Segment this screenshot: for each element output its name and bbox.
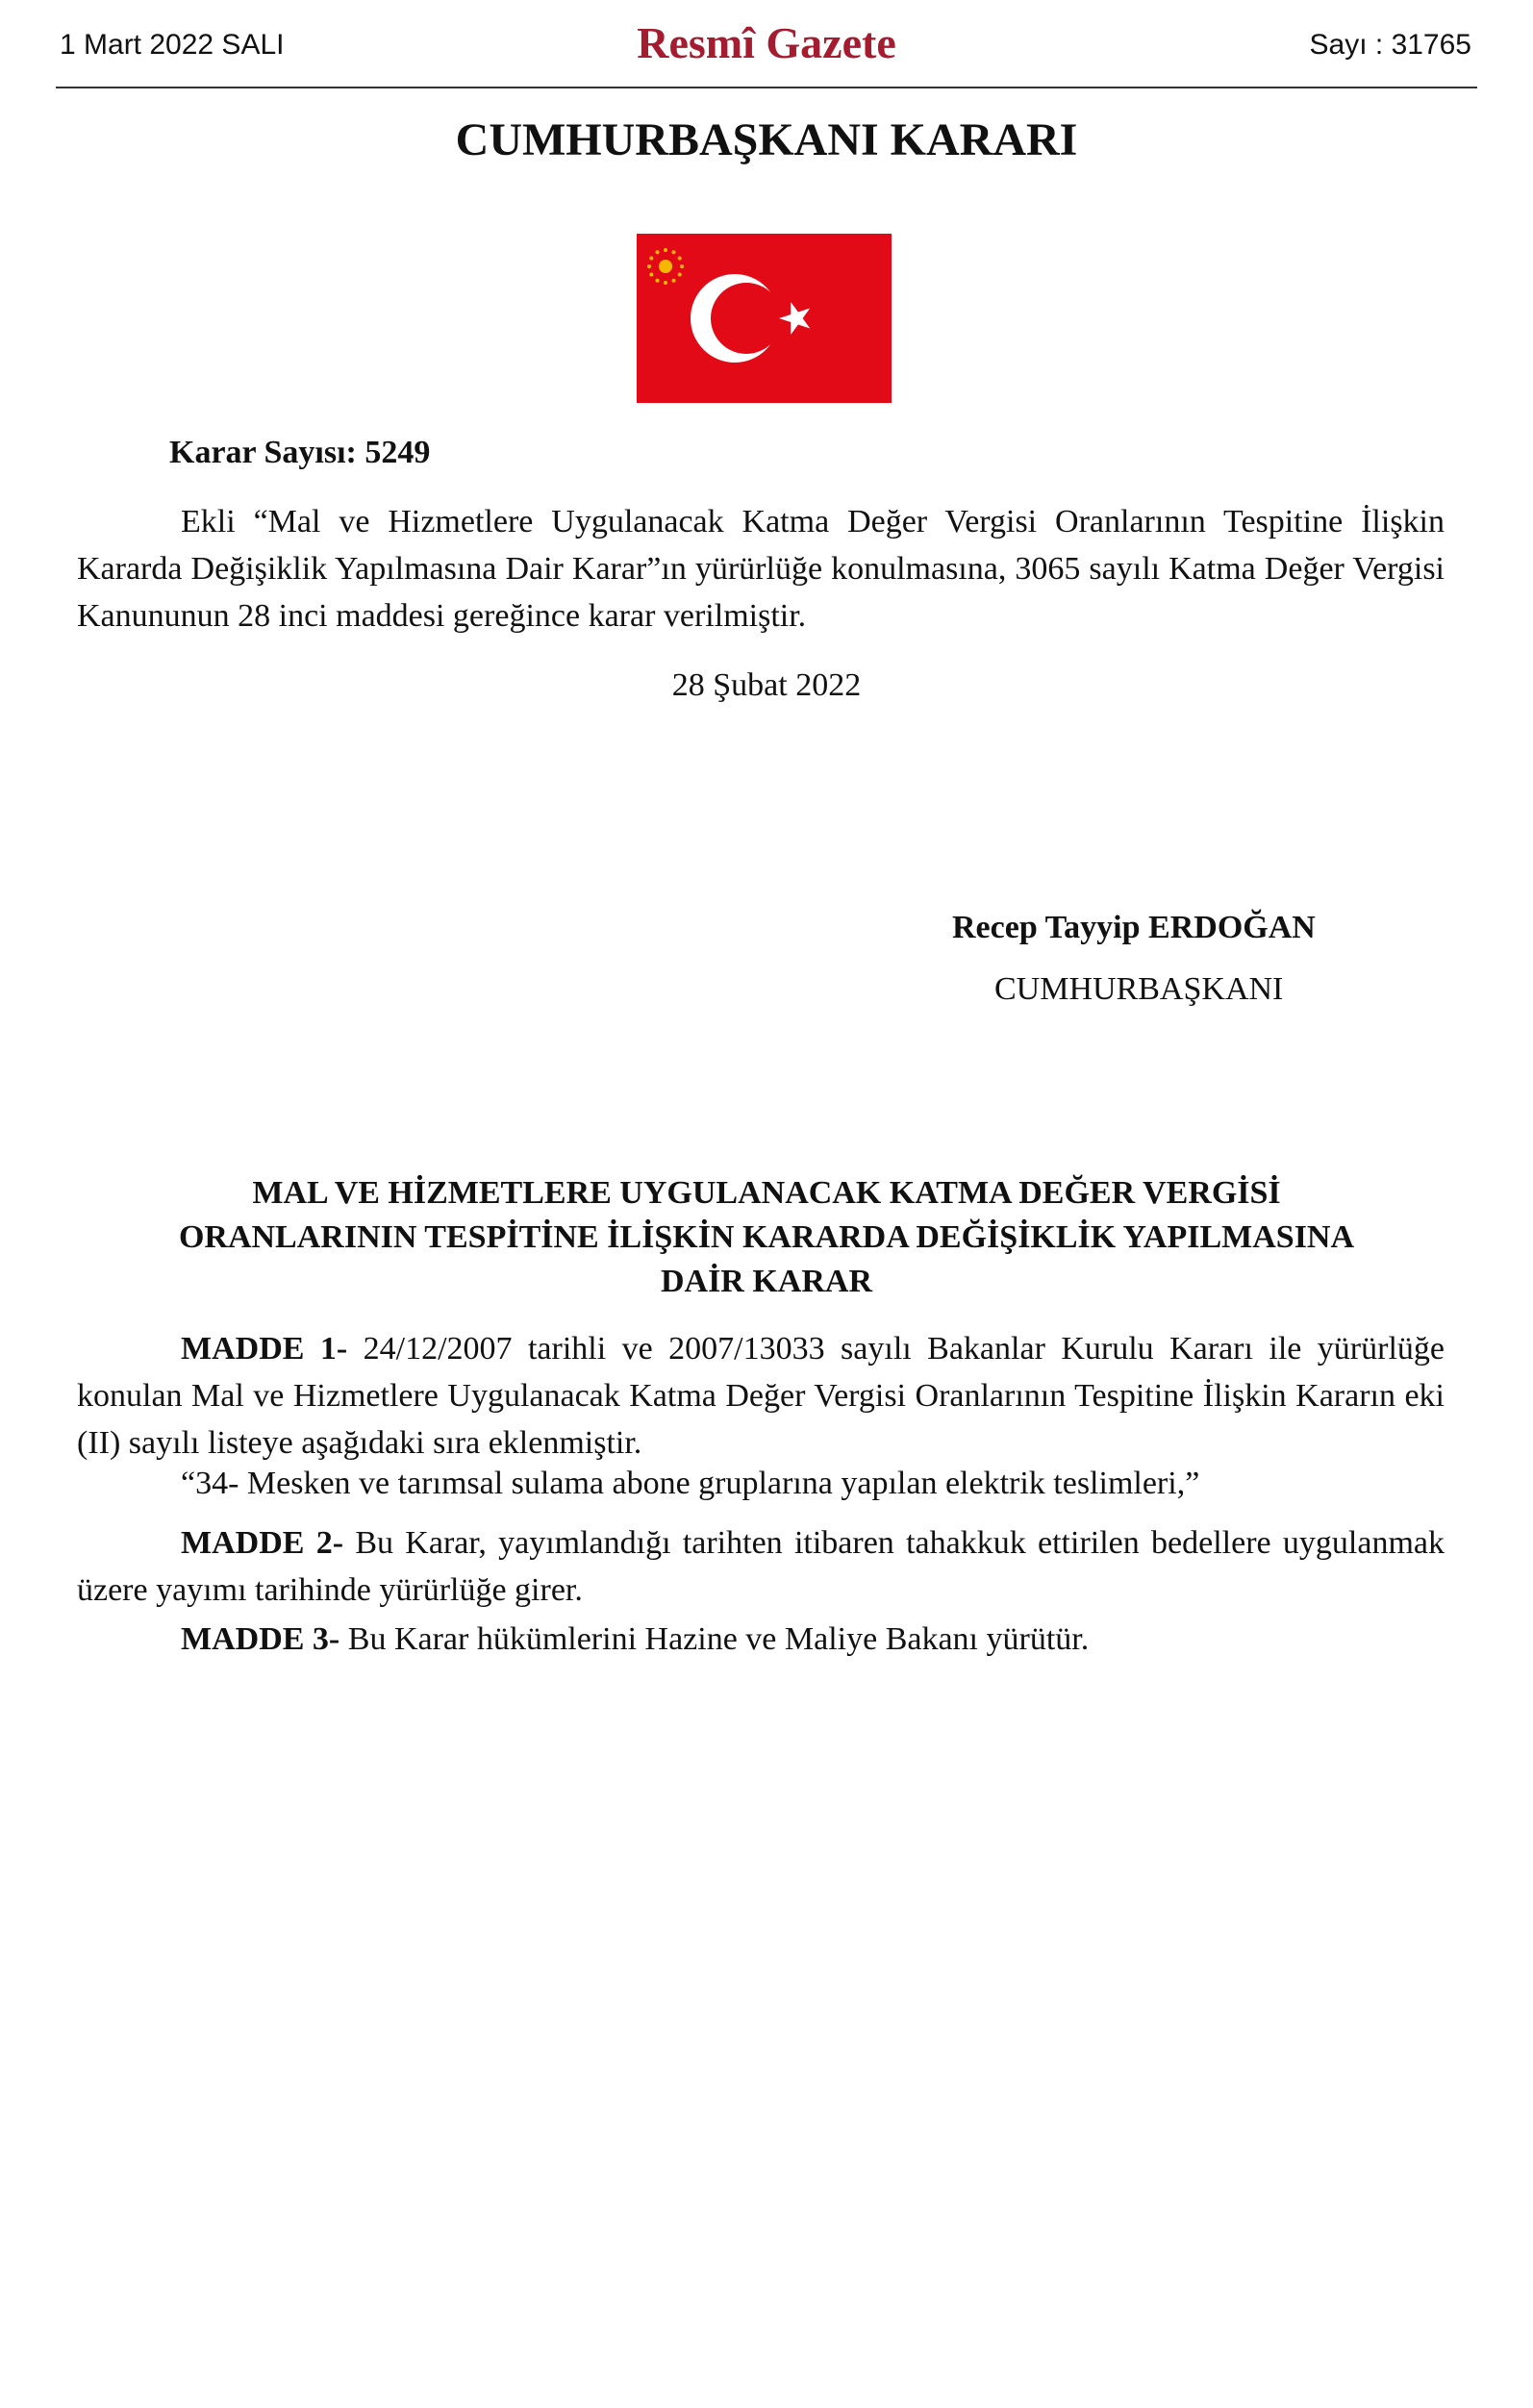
intro-paragraph: Ekli “Mal ve Hizmetlere Uygulanacak Katma Değer Vergisi Oranlarının Tespitine İlişkin Kararda Değişiklik Yapılmasına Dair Karar”ın yürürlüğe konulmasına, 3065 sayılı Katma Değer Vergisi Kanununun 28 inci maddesi gereğince karar verilmiştir. — [77, 504, 1445, 634]
regulation-title — [0, 1171, 1533, 1304]
article-3-label: MADDE 3- — [181, 1621, 340, 1657]
article-3-text: Bu Karar hükümlerini Hazine ve Maliye Bakanı yürütür. — [339, 1621, 1090, 1657]
quoted-list-item: “34- Mesken ve tarımsal sulama abone gruplarına yapılan elektrik teslimleri,” — [181, 1466, 1200, 1501]
article-2 — [77, 1519, 1445, 1614]
article-1-label: MADDE 1- — [181, 1331, 348, 1367]
issue-number: Sayı : 31765 — [1309, 29, 1471, 61]
header-date: 1 Mart 2022 SALI — [60, 29, 285, 61]
regulation-title-line: ORANLARININ TESPİTİNE İLİŞKİN KARARDA DEĞİŞİKLİK YAPILMASINA — [178, 1219, 1355, 1255]
publication-title: Resmî Gazete — [637, 18, 896, 67]
header-divider — [56, 87, 1477, 88]
decision-date: 28 Şubat 2022 — [671, 667, 862, 703]
article-2-text: Bu Karar, yayımlandığı tarihten itibaren tahakkuk ettirilen bedellere uygulanmak üzere yayımı tarihinde yürürlüğe girer. — [77, 1525, 1445, 1608]
signatory-title: CUMHURBAŞKANI — [994, 971, 1284, 1007]
crescent-inner — [711, 283, 782, 354]
regulation-title-line: MAL VE HİZMETLERE UYGULANACAK KATMA DEĞER VERGİSİ — [252, 1175, 1281, 1211]
decision-number: Karar Sayısı: 5249 — [169, 435, 431, 470]
signatory-name: Recep Tayyip ERDOĞAN — [952, 910, 1316, 945]
article-1 — [77, 1325, 1445, 1467]
article-2-label: MADDE 2- — [181, 1525, 344, 1561]
document-type-heading: CUMHURBAŞKANI KARARI — [455, 114, 1078, 165]
article-3 — [77, 1616, 1445, 1663]
turkish-flag-icon — [637, 234, 892, 403]
article-1-text: 24/12/2007 tarihli ve 2007/13033 sayılı Bakanlar Kurulu Kararı ile yürürlüğe konulan Mal ve Hizmetlere Uygulanacak Katma Değer Vergisi Oranlarının Tespitine İlişkin Kararın eki (II) sayılı listeye aşağıdaki sıra eklenmiştir. — [77, 1331, 1445, 1461]
regulation-title-line: DAİR KARAR — [660, 1264, 873, 1299]
